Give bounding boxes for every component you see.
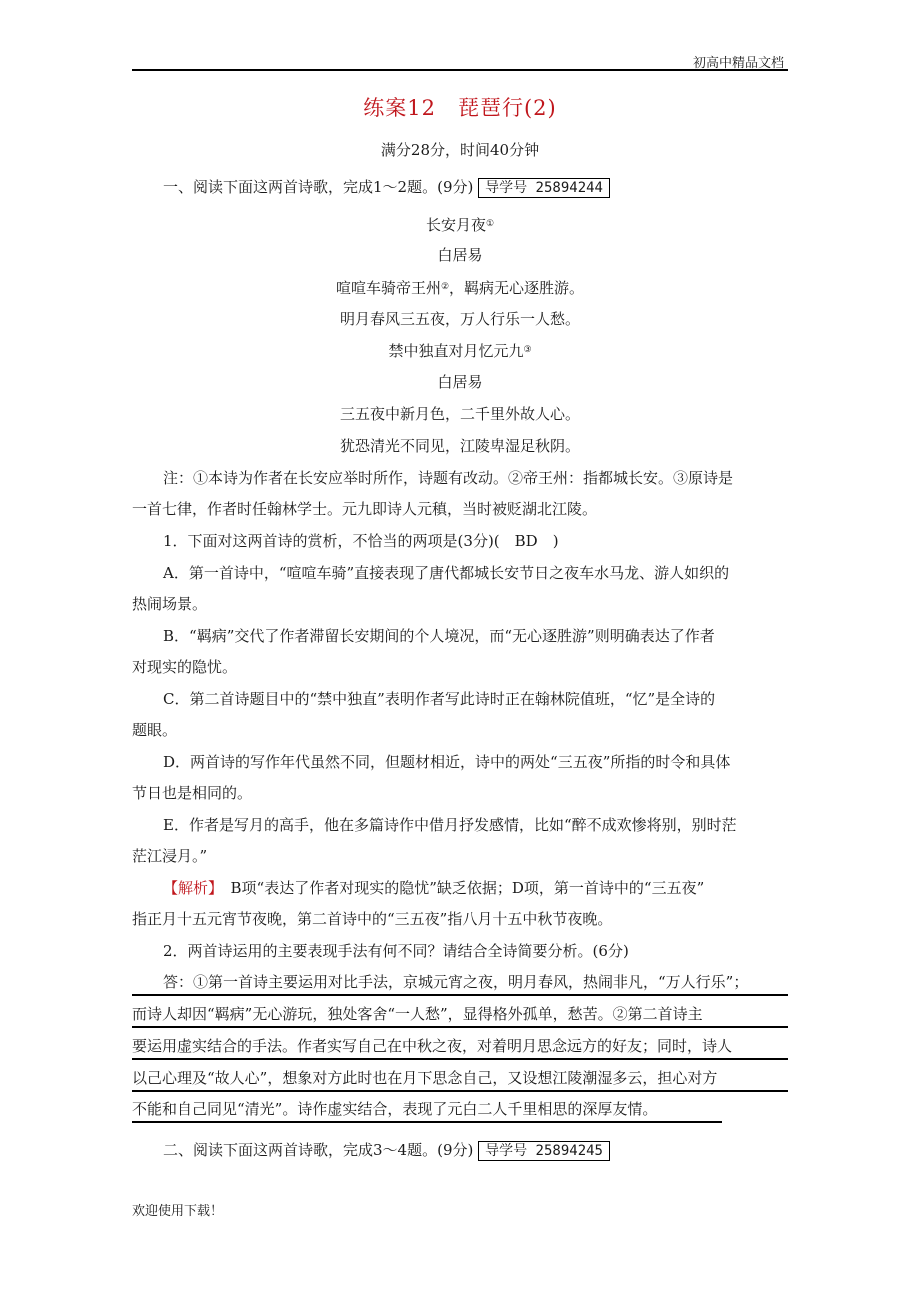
poem2-author: 白居易: [437, 373, 483, 391]
answer-underline-1: [132, 994, 788, 996]
poem1-line1: [0, 277, 920, 298]
answer-underline-2: [132, 1026, 788, 1028]
q2-answer-line1: 答：①第一首诗主要运用对比手法，京城元宵之夜，明月春风，热闹非凡，“万人行乐”；: [163, 973, 749, 991]
note-line1: 注：①本诗为作者在长安应举时所作，诗题有改动。②帝王州：指都城长安。③原诗是: [163, 469, 734, 487]
poem1-line1-a: 喧喧车骑帝王州: [335, 279, 441, 297]
section1-intro-text: 一、阅读下面这两首诗歌，完成1～2题。(9分): [163, 178, 474, 196]
q1-stem: 1．下面对这两首诗的赏析，不恰当的两项是(3分)( BD ): [163, 532, 559, 550]
q1-option-e-line1: E．作者是写月的高手，他在多篇诗作中借月抒发感情，比如“醉不成欢惨将别，别时茫: [163, 816, 737, 834]
poem1-line1-mark: ②: [440, 282, 450, 292]
poem1-title: [0, 214, 920, 235]
section2-intro: [163, 1140, 610, 1161]
section2-intro-text: 二、阅读下面这两首诗歌，完成3～4题。(9分): [163, 1141, 474, 1159]
guide-number-1: 导学号 25894244: [478, 178, 610, 198]
page-title: 练案12 琵琶行(2): [363, 96, 557, 120]
q1-option-c-line2: 题眼。: [132, 721, 178, 739]
poem2-line1: 三五夜中新月色，二千里外故人心。: [339, 405, 580, 423]
q1-option-c-line1: C．第二首诗题目中的“禁中独直”表明作者写此诗时正在翰林院值班，“忆”是全诗的: [163, 690, 716, 708]
poem1-line2: 明月春风三五夜，万人行乐一人愁。: [339, 310, 580, 328]
q1-option-a-line1: A．第一首诗中，“喧喧车骑”直接表现了唐代都城长安节日之夜车水马龙、游人如织的: [163, 564, 730, 582]
q1-option-a-line2: 热闹场景。: [132, 595, 208, 613]
poem2-note-mark: ③: [523, 345, 532, 355]
section1-intro: [163, 177, 610, 198]
poem1-line1-b: ，羁病无心逐胜游。: [449, 279, 585, 297]
poem1-author: 白居易: [437, 246, 483, 264]
analysis-text1: B项“表达了作者对现实的隐忧”缺乏依据；D项，第一首诗中的“三五夜”: [215, 879, 705, 897]
q2-answer-line3: 要运用虚实结合的手法。作者实写自己在中秋之夜，对着明月思念远方的好友；同时，诗人: [132, 1037, 733, 1055]
q1-option-b-line2: 对现实的隐忧。: [132, 658, 238, 676]
note-line2: 一首七律，作者时任翰林学士。元九即诗人元稹，当时被贬湖北江陵。: [132, 500, 598, 518]
q2-answer-line4: 以己心理及“故人心”，想象对方此时也在月下思念自己，又设想江陵潮湿多云，担心对方: [132, 1069, 718, 1087]
poem2-title-text: 禁中独直对月忆元九: [388, 342, 524, 360]
q2-answer-line5: 不能和自己同见“清光”。诗作虚实结合，表现了元白二人千里相思的深厚友情。: [132, 1100, 658, 1118]
analysis-label: 【解析】: [163, 879, 216, 897]
poem2-line2: 犹恐清光不同见，江陵卑湿足秋阴。: [339, 437, 580, 455]
q1-option-d-line2: 节日也是相同的。: [132, 784, 253, 802]
answer-underline-4: [132, 1090, 788, 1092]
poem2-title: [0, 340, 920, 361]
q2-stem: 2．两首诗运用的主要表现手法有何不同？请结合全诗简要分析。(6分): [163, 942, 629, 960]
poem1-note-mark: ①: [485, 219, 495, 229]
score-line: 满分28分，时间40分钟: [380, 141, 540, 159]
footer-text: 欢迎使用下载！: [132, 1204, 224, 1219]
q1-option-b-line1: B．“羁病”交代了作者滞留长安期间的个人境况，而“无心逐胜游”则明确表达了作者: [163, 627, 715, 645]
header-tag: 初高中精品文档: [692, 56, 784, 71]
q1-option-d-line1: D．两首诗的写作年代虽然不同，但题材相近，诗中的两处“三五夜”所指的时令和具体: [163, 753, 731, 771]
answer-underline-3: [132, 1058, 788, 1060]
analysis-line2: 指正月十五元宵节夜晚，第二首诗中的“三五夜”指八月十五中秋节夜晚。: [132, 910, 613, 928]
poem1-title-text: 长安月夜: [425, 216, 486, 234]
q2-answer-line2: 而诗人却因“羁病”无心游玩，独处客舍“一人愁”，显得格外孤单，愁苦。②第二首诗主: [132, 1005, 703, 1023]
answer-underline-5: [132, 1121, 722, 1123]
header-rule: [132, 69, 788, 71]
q1-option-e-line2: 茫江浸月。”: [132, 847, 208, 865]
guide-number-2: 导学号 25894245: [478, 1141, 610, 1161]
analysis-line1: [163, 878, 704, 898]
